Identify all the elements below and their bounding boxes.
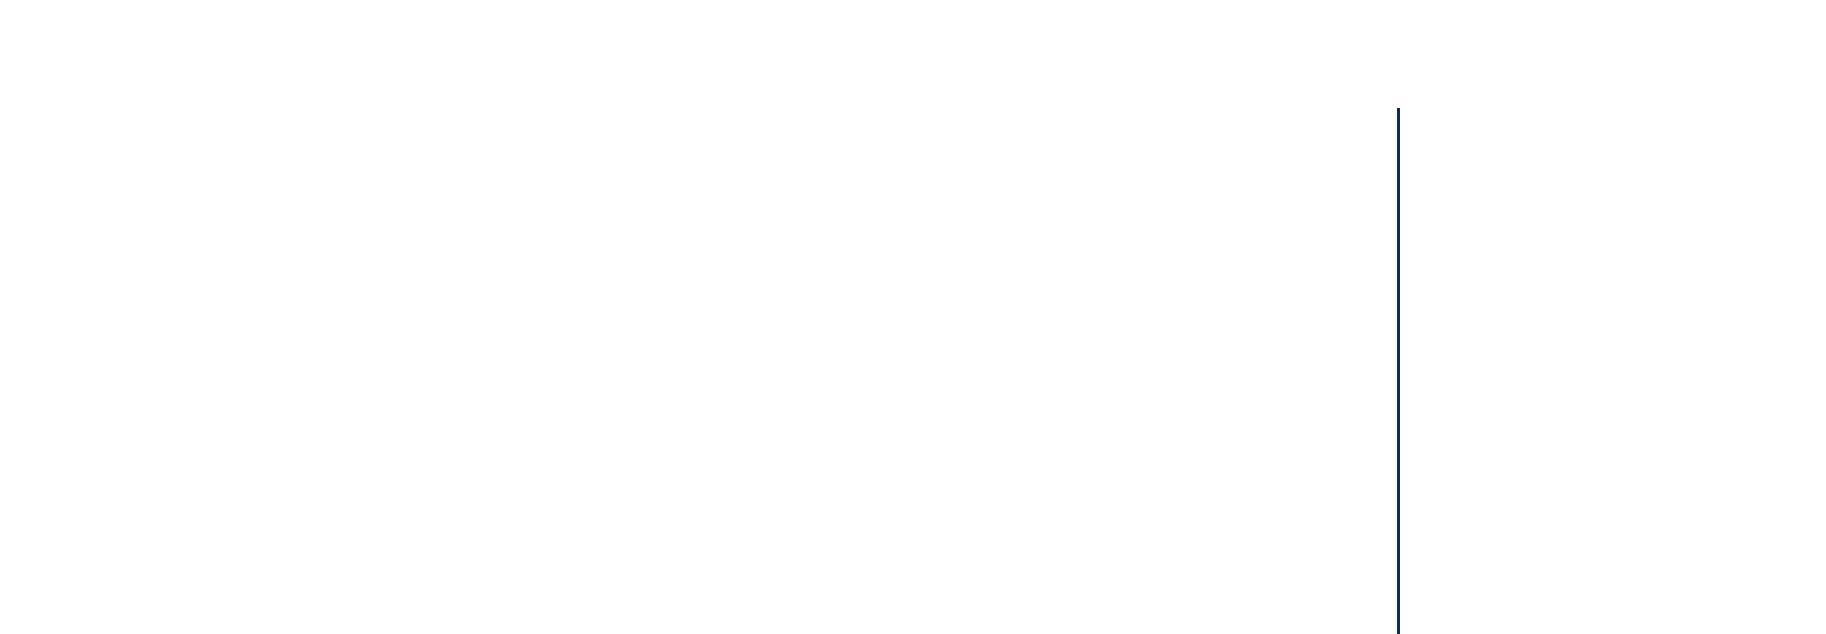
gantt-timeline <box>0 0 1826 634</box>
gantt-bars <box>0 0 1826 634</box>
